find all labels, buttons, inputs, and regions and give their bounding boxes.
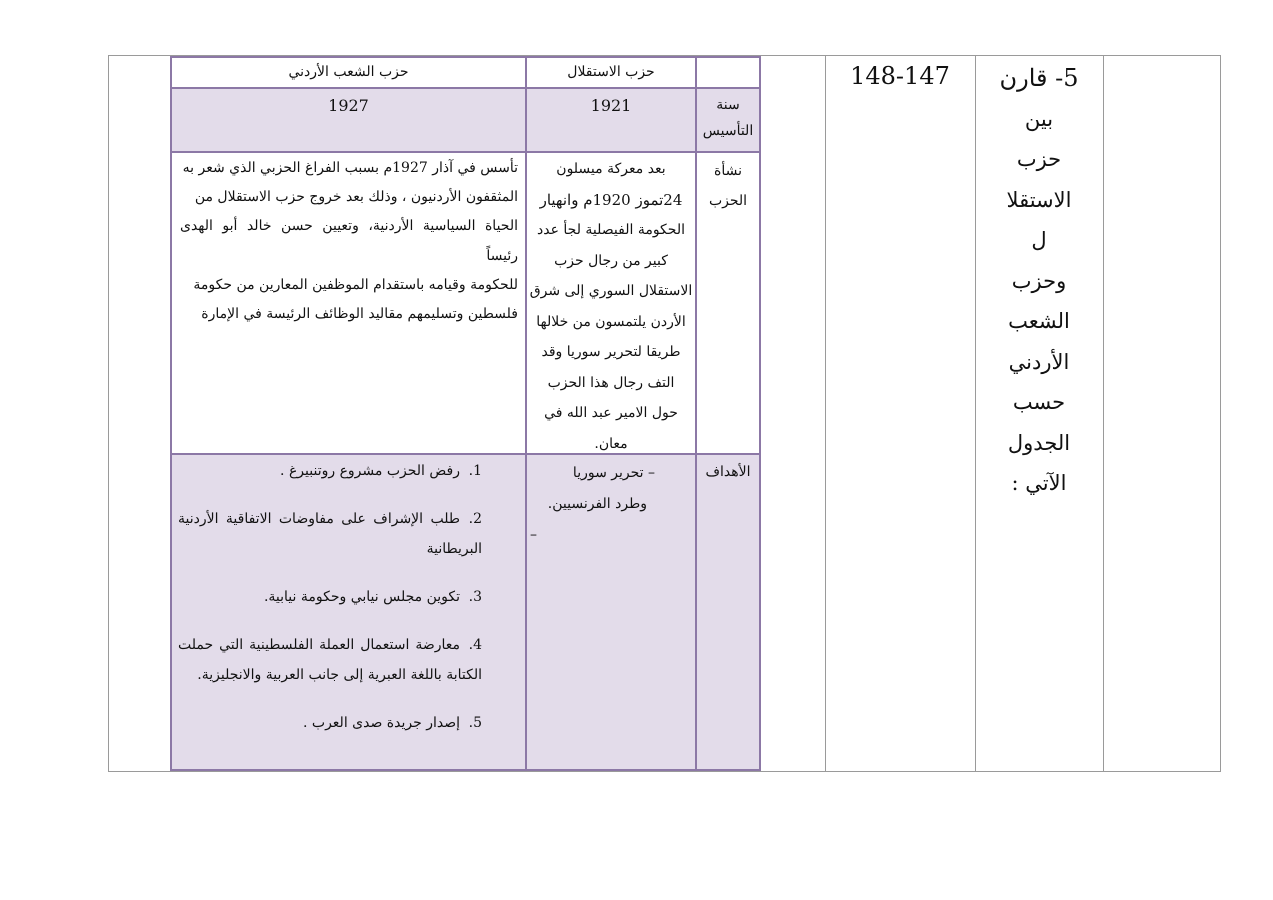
goal-number: 4.: [468, 637, 482, 653]
question-line: ل: [1031, 228, 1047, 252]
goal-item: [178, 582, 482, 612]
origin-people: [180, 154, 518, 329]
goal-line: –: [530, 527, 537, 543]
origin-line: تأسس في آذار 1927م بسبب الفراغ الحزبي الذي شعر به: [182, 160, 518, 176]
header-independence-party: حزب الاستقلال: [567, 64, 655, 80]
header-jordanian-people-party: حزب الشعب الأردني: [288, 64, 409, 80]
goal-number: 2.: [468, 511, 482, 527]
question-line: الشعب: [1008, 309, 1070, 333]
question-line: الأردني: [1008, 349, 1070, 374]
origin-line: طريقا لتحرير سوريا وقد: [541, 344, 681, 360]
comparison-table: [170, 56, 761, 771]
goal-text: طلب الإشراف على مفاوضات الاتفاقية الأردنية البريطانية: [178, 511, 482, 557]
goal-text: رفض الحزب مشروع روتنبيرغ .: [280, 463, 460, 479]
column-divider: [1103, 55, 1104, 772]
goal-number: 3.: [468, 589, 482, 605]
table-border: [170, 151, 761, 153]
label-goals: الأهداف: [705, 464, 751, 480]
table-border: [170, 56, 172, 771]
goals-list: [178, 456, 500, 738]
origin-line: فلسطين وتسليمهم مقاليد الوظائف الرئيسة في الإمارة: [201, 306, 518, 323]
label-line: نشأة: [714, 163, 742, 179]
origin-line: معان.: [594, 435, 628, 452]
page-reference: 148-147: [850, 62, 950, 90]
label-line: الحزب: [708, 193, 748, 209]
origin-line: المثقفون الأردنيون ، وذلك بعد خروج حزب الاستقلال من: [194, 189, 518, 206]
goal-line: – تحرير سوريا: [572, 465, 655, 481]
origin-line: حول الامير عبد الله في: [544, 405, 678, 421]
goal-text: معارضة استعمال العملة الفلسطينية التي حملت الكتابة باللغة العبرية إلى جانب العربية والانجليزية.: [178, 637, 482, 683]
founding-year-people: 1927: [328, 96, 369, 115]
goal-text: إصدار جريدة صدى العرب .: [303, 715, 460, 731]
origin-line: للحكومة وقيامه باستقدام الموظفين المعارين من حكومة: [193, 276, 518, 293]
table-border: [170, 769, 761, 771]
goal-item: [178, 456, 482, 486]
goal-text: تكوين مجلس نيابي وحكومة نيابية.: [263, 589, 460, 605]
origin-line: 24تموز 1920م وانهيار: [539, 190, 683, 209]
question-cell: [975, 58, 1103, 504]
origin-line: الحكومة الفيصلية لجأ عدد: [537, 222, 685, 238]
question-line: حزب: [1016, 147, 1062, 171]
label-founding-year: [697, 92, 759, 144]
question-line: الجدول: [1007, 430, 1071, 455]
origin-line: التف رجال هذا الحزب: [547, 374, 675, 391]
question-line: الآتي :: [1011, 471, 1067, 495]
goal-item: [178, 630, 482, 690]
goals-people: [178, 456, 500, 756]
origin-line: الأردن يلتمسون من خلالها: [536, 313, 686, 330]
table-border: [170, 87, 761, 89]
origin-line: الحياة السياسية الأردنية، وتعيين حسن خالد أبو الهدى رئيساً: [180, 218, 518, 264]
origin-independence: [527, 154, 695, 459]
goals-independence: [527, 458, 695, 551]
origin-line: كبير من رجال حزب: [554, 252, 668, 269]
question-line: 5- قارن: [999, 64, 1079, 92]
question-line: وحزب: [1011, 268, 1067, 293]
question-line: بين: [1024, 106, 1054, 131]
goal-number: 5.: [468, 715, 482, 731]
origin-line: الاستقلال السوري إلى شرق: [529, 283, 693, 299]
question-line: حسب: [1012, 390, 1066, 414]
question-line: الاستقلا: [1006, 187, 1072, 212]
column-divider: [825, 55, 826, 772]
goal-line: وطرد الفرنسيين.: [547, 496, 647, 512]
label-line: سنة: [716, 97, 740, 113]
founding-year-independence: 1921: [590, 96, 632, 115]
goal-number: 1.: [468, 463, 482, 479]
goal-item: [178, 708, 482, 738]
origin-line: بعد معركة ميسلون: [556, 161, 666, 177]
label-party-origin: [697, 156, 759, 216]
goal-item: [178, 504, 482, 564]
table-border: [759, 56, 761, 771]
table-border: [170, 56, 761, 58]
label-line: التأسيس: [702, 123, 754, 139]
